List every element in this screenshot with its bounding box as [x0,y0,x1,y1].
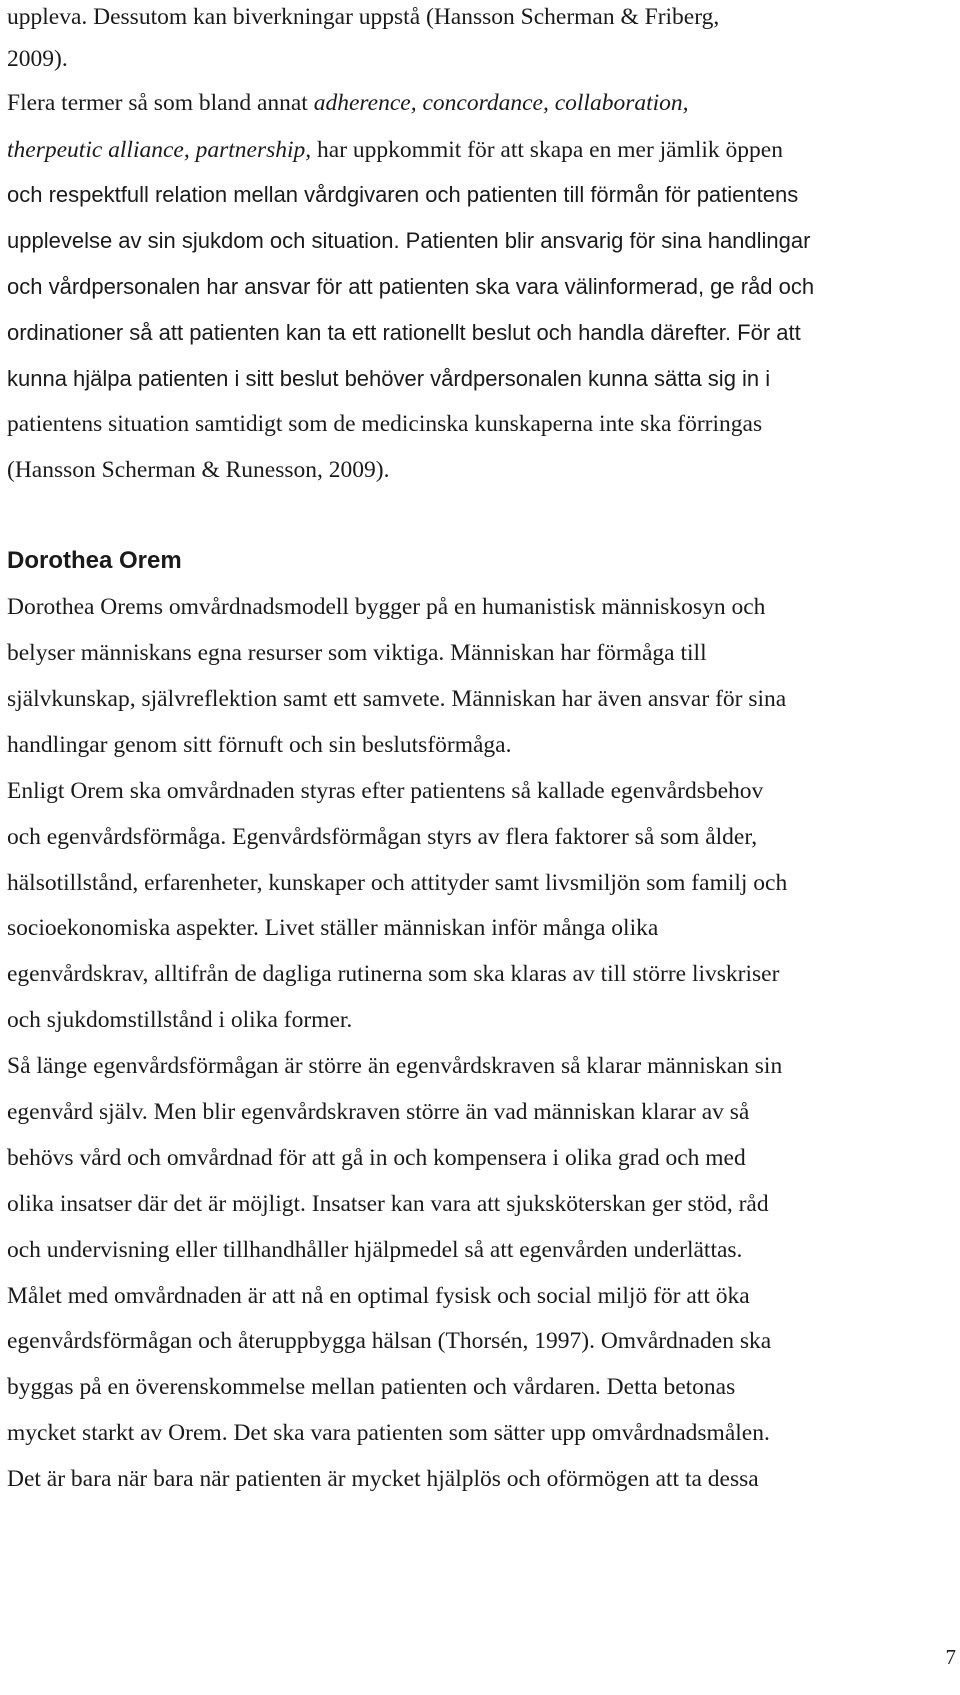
text-line: Målet med omvårdnaden är att nå en optimal fysisk och social miljö för att öka [7,1283,750,1309]
text-line: och sjukdomstillstånd i olika former. [7,1007,353,1033]
text-line: uppleva. Dessutom kan biverkningar uppstå (Hansson Scherman & Friberg, [7,4,720,30]
italic-terms: adherence, concordance, collaboration, [313,90,689,116]
text-line: hälsotillstånd, erfarenheter, kunskaper och attityder samt livsmiljön som familj och [7,870,788,896]
text-line: självkunskap, självreflektion samt ett samvete. Människan har även ansvar för sina [7,686,787,712]
text-line: socioekonomiska aspekter. Livet ställer människan inför många olika [7,915,659,941]
text-line: (Hansson Scherman & Runesson, 2009). [7,457,390,483]
text-line: upplevelse av sin sjukdom och situation. Patienten blir ansvarig för sina handlingar [7,228,811,253]
text-line: olika insatser där det är möjligt. Insatser kan vara att sjuksköterskan ger stöd, råd [7,1191,769,1217]
text-line: 2009). [7,46,68,72]
text-line: patientens situation samtidigt som de medicinska kunskaperna inte ska förringas [7,411,763,437]
text-line: behövs vård och omvårdnad för att gå in och kompensera i olika grad och med [7,1145,746,1171]
text-line [7,135,783,165]
text-line: byggas på en överenskommelse mellan patienten och vårdaren. Detta betonas [7,1374,736,1400]
section-heading: Dorothea Orem [7,547,182,574]
text-line: kunna hjälpa patienten i sitt beslut behöver vårdpersonalen kunna sätta sig in i [7,366,771,391]
text-line [7,88,689,118]
text-line: Det är bara när bara när patienten är mycket hjälplös och oförmögen att ta dessa [7,1466,759,1492]
italic-terms: therpeutic alliance, partnership, [7,137,312,163]
text-line: Enligt Orem ska omvårdnaden styras efter patientens så kallade egenvårdsbehov [7,778,764,804]
text-line: egenvårdskrav, alltifrån de dagliga rutinerna som ska klaras av till större livskriser [7,961,780,987]
text-line: ordinationer så att patienten kan ta ett rationellt beslut och handla därefter. För att [7,320,801,345]
text-span: Flera termer så som bland annat [7,90,314,116]
text-line: egenvård själv. Men blir egenvårdskraven större än vad människan klarar av så [7,1099,750,1125]
text-line: Dorothea Orems omvårdnadsmodell bygger på en humanistisk människosyn och [7,594,766,620]
text-line: och vårdpersonalen har ansvar för att patienten ska vara välinformerad, ge råd och [7,274,815,299]
text-line: och egenvårdsförmåga. Egenvårdsförmågan styrs av flera faktorer så som ålder, [7,824,758,850]
text-line: egenvårdsförmågan och återuppbygga hälsan (Thorsén, 1997). Omvårdnaden ska [7,1328,772,1354]
text-line: handlingar genom sitt förnuft och sin beslutsförmåga. [7,732,512,758]
text-line: Så länge egenvårdsförmågan är större än egenvårdskraven så klarar människan sin [7,1053,783,1079]
text-line: belyser människans egna resurser som viktiga. Människan har förmåga till [7,640,707,666]
text-line: mycket starkt av Orem. Det ska vara patienten som sätter upp omvårdnadsmålen. [7,1420,770,1446]
text-span: har uppkommit för att skapa en mer jämlik öppen [311,137,783,163]
page-number: 7 [945,1645,956,1669]
text-line: och undervisning eller tillhandhåller hjälpmedel så att egenvården underlättas. [7,1237,743,1263]
text-line: och respektfull relation mellan vårdgivaren och patienten till förmån för patientens [7,182,799,207]
